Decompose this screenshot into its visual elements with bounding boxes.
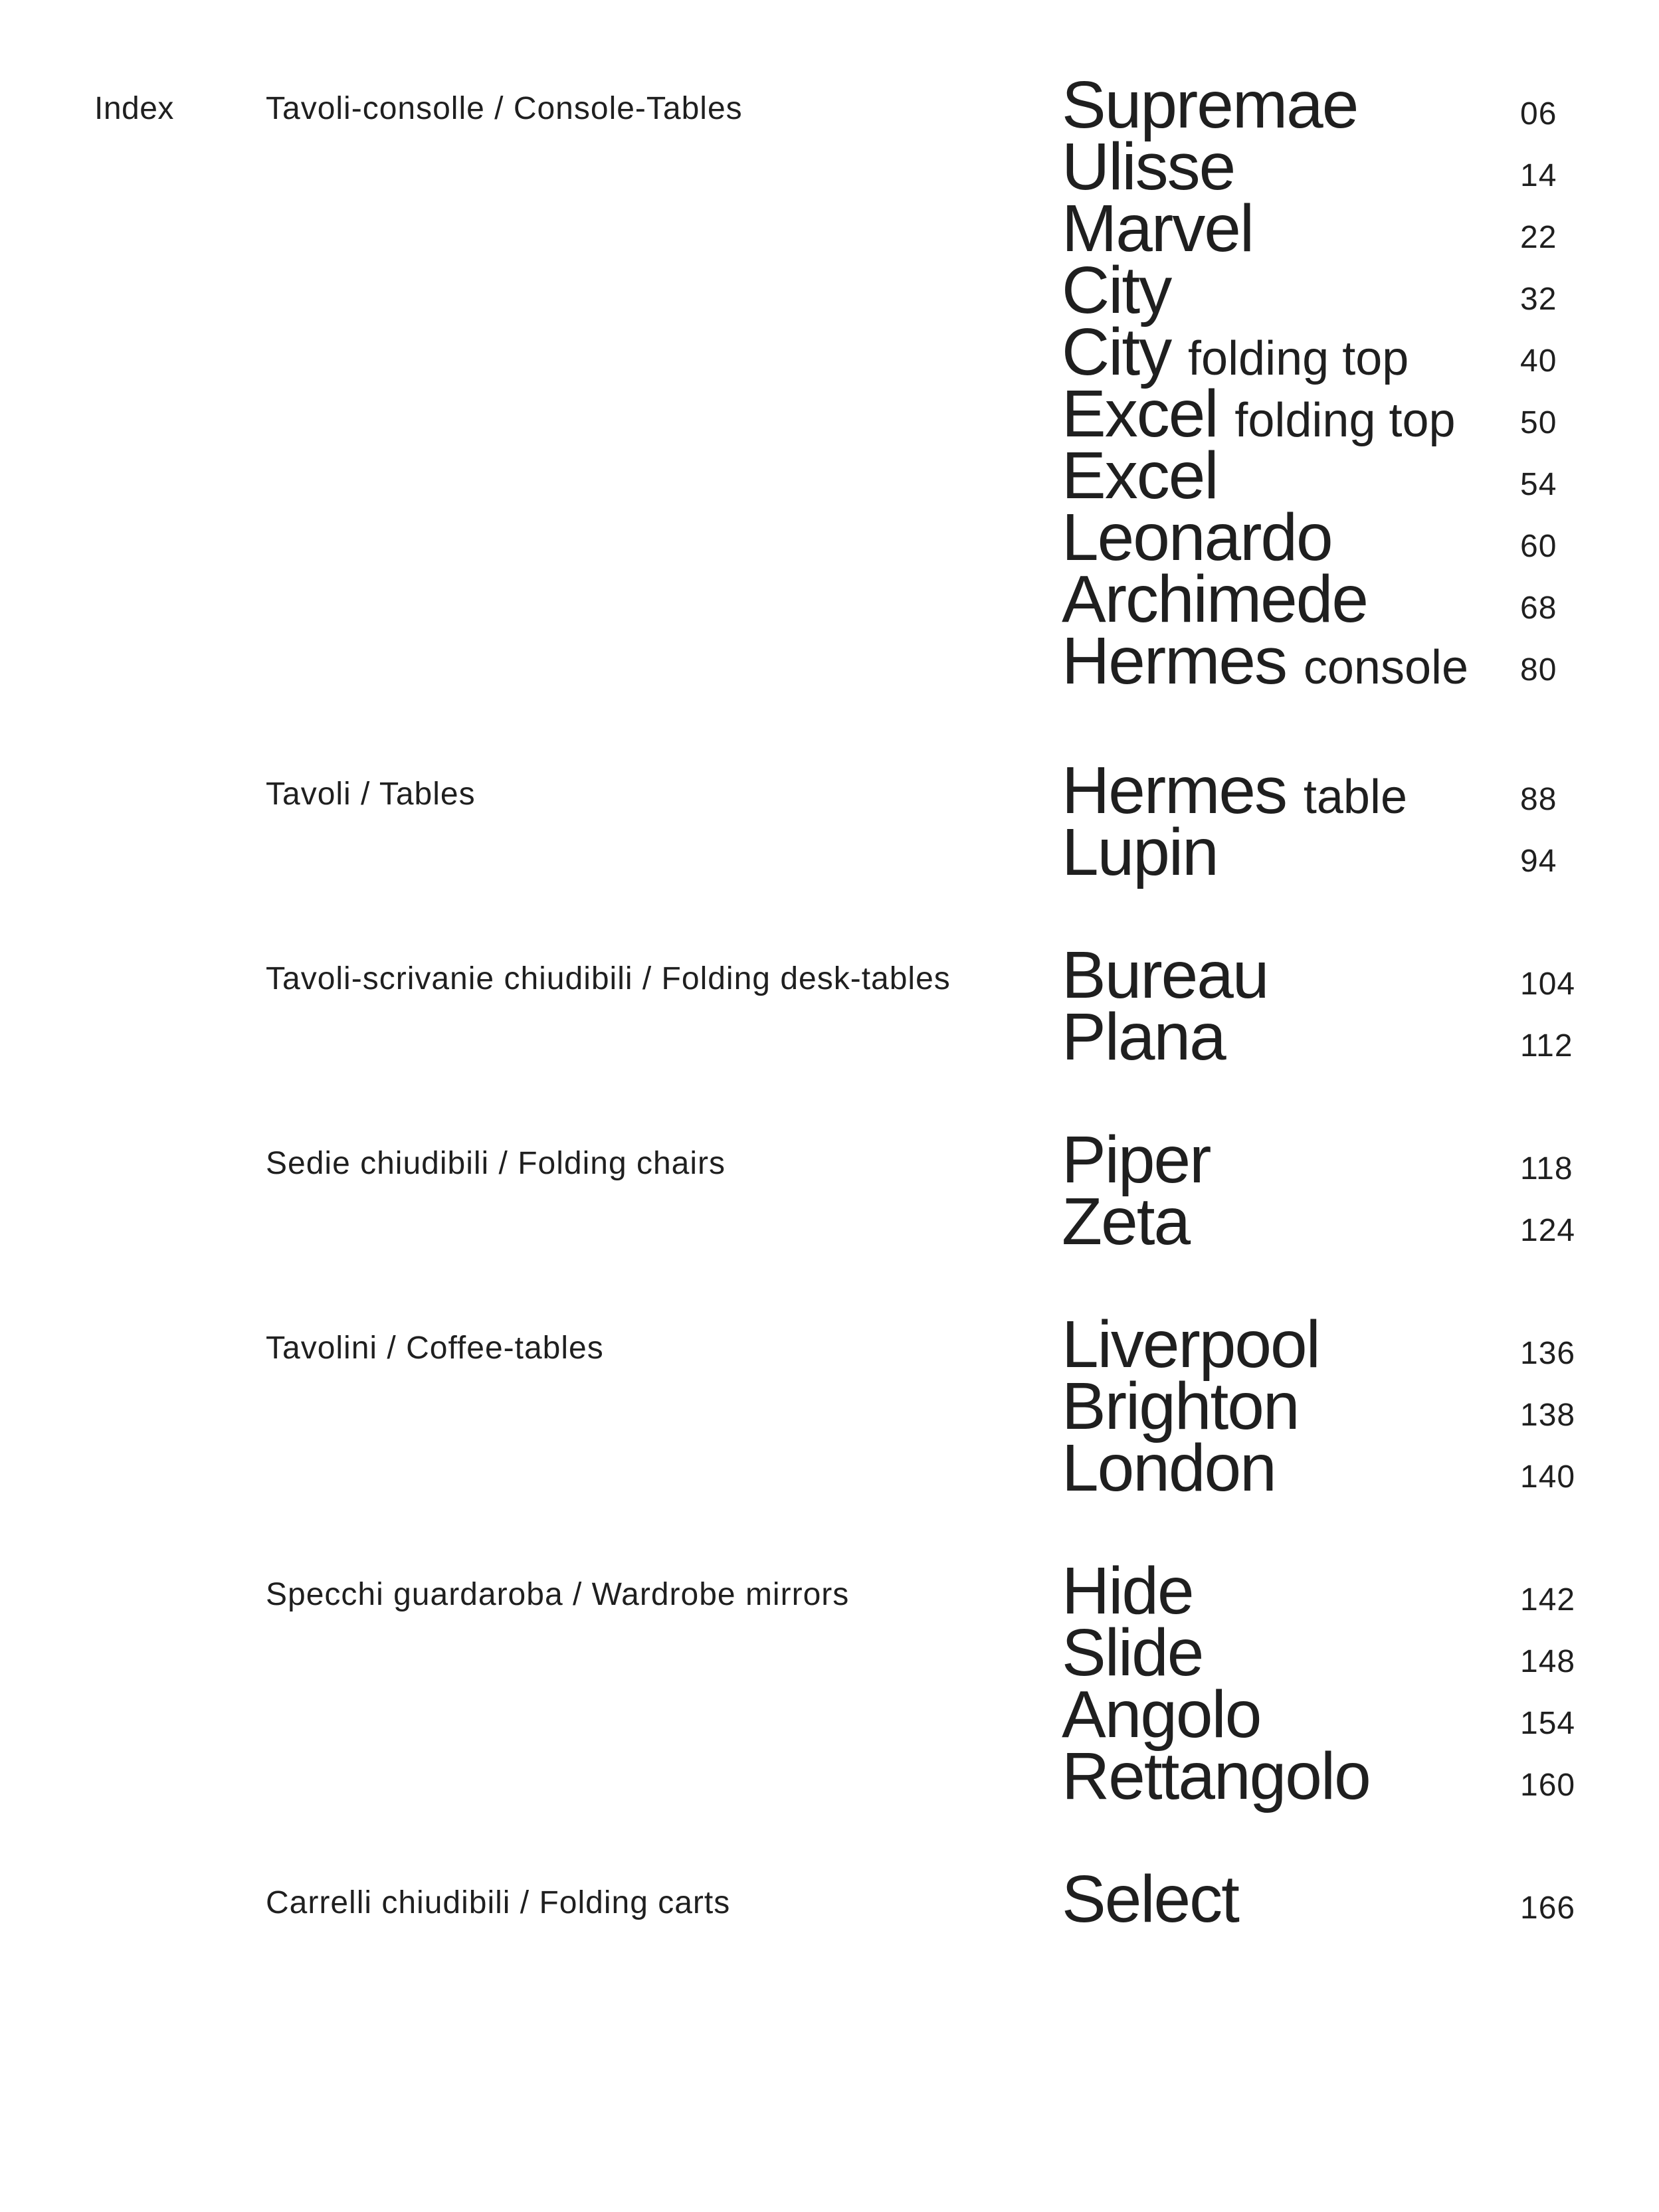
product-name: Rettangolo xyxy=(1062,1739,1370,1813)
product-name: Liverpool xyxy=(1062,1307,1319,1382)
product-name: Plana xyxy=(1062,1000,1225,1074)
product-name: Archimede xyxy=(1062,562,1367,636)
category-label: Tavoli-consolle / Console-Tables xyxy=(266,91,743,126)
page-number: 06 xyxy=(1520,96,1557,132)
page-number: 124 xyxy=(1520,1213,1576,1248)
index-entry[interactable] xyxy=(1062,438,1593,513)
index-entry[interactable] xyxy=(1062,1431,1593,1505)
page-number: 112 xyxy=(1520,1028,1573,1063)
index-entry[interactable] xyxy=(1062,500,1593,575)
index-entry[interactable] xyxy=(1062,1123,1593,1197)
product-name: Zeta xyxy=(1062,1184,1190,1259)
product-name: Lupin xyxy=(1062,815,1218,889)
category-label: Carrelli chiudibili / Folding carts xyxy=(266,1885,731,1920)
index-entry[interactable] xyxy=(1062,624,1593,698)
category-label: Tavoli / Tables xyxy=(266,777,476,812)
product-name: Bureau xyxy=(1062,938,1268,1012)
product-name: Hermes table xyxy=(1062,753,1407,828)
index-entry[interactable] xyxy=(1062,1184,1593,1259)
index-entry[interactable] xyxy=(1062,1615,1593,1690)
product-name: Hermes console xyxy=(1062,624,1469,698)
item-list xyxy=(1062,1554,1593,1813)
index-entry[interactable] xyxy=(1062,815,1593,889)
product-variant: table xyxy=(1303,771,1407,824)
index-entry[interactable] xyxy=(1062,68,1593,142)
product-variant: folding top xyxy=(1234,394,1456,447)
index-entry[interactable] xyxy=(1062,1739,1593,1813)
page-number: 160 xyxy=(1520,1768,1576,1803)
product-name: Excel folding top xyxy=(1062,377,1456,451)
page-number: 138 xyxy=(1520,1398,1576,1433)
page-number: 50 xyxy=(1520,405,1557,440)
product-name: London xyxy=(1062,1431,1276,1505)
index-entry[interactable] xyxy=(1062,1000,1593,1074)
index-entry[interactable] xyxy=(1062,1554,1593,1628)
item-list xyxy=(1062,753,1593,889)
product-variant: folding top xyxy=(1188,332,1409,385)
product-variant: console xyxy=(1303,641,1469,694)
page-number: 54 xyxy=(1520,467,1557,502)
page-number: 40 xyxy=(1520,343,1557,379)
index-entry[interactable] xyxy=(1062,253,1593,327)
product-name: Piper xyxy=(1062,1123,1211,1197)
product-name: Select xyxy=(1062,1862,1238,1936)
page-number: 136 xyxy=(1520,1336,1576,1371)
category-label: Tavolini / Coffee-tables xyxy=(266,1331,604,1366)
product-name: Leonardo xyxy=(1062,500,1332,575)
index-entry[interactable] xyxy=(1062,938,1593,1012)
product-name: Hide xyxy=(1062,1554,1193,1628)
product-name: City folding top xyxy=(1062,315,1409,389)
index-entry[interactable] xyxy=(1062,1677,1593,1752)
page-number: 94 xyxy=(1520,844,1557,879)
page-number: 22 xyxy=(1520,220,1557,255)
category-label: Specchi guardaroba / Wardrobe mirrors xyxy=(266,1577,850,1612)
index-entry[interactable] xyxy=(1062,130,1593,204)
index-entry[interactable] xyxy=(1062,1862,1593,1936)
item-list xyxy=(1062,68,1593,698)
page-number: 88 xyxy=(1520,782,1557,817)
index-entry[interactable] xyxy=(1062,315,1593,389)
page-number: 68 xyxy=(1520,591,1557,626)
page-number: 14 xyxy=(1520,158,1557,193)
page-number: 118 xyxy=(1520,1151,1573,1186)
index-entry[interactable] xyxy=(1062,753,1593,828)
page-number: 142 xyxy=(1520,1582,1576,1617)
item-list xyxy=(1062,1862,1593,1936)
item-list xyxy=(1062,1123,1593,1259)
item-list xyxy=(1062,1307,1593,1505)
page-number: 148 xyxy=(1520,1644,1576,1679)
page-number: 140 xyxy=(1520,1459,1576,1495)
page-number: 154 xyxy=(1520,1706,1576,1741)
index-entry[interactable] xyxy=(1062,191,1593,266)
product-name: Marvel xyxy=(1062,191,1254,266)
category-label: Sedie chiudibili / Folding chairs xyxy=(266,1146,726,1181)
index-entry[interactable] xyxy=(1062,1307,1593,1382)
page-number: 32 xyxy=(1520,282,1557,317)
index-heading: Index xyxy=(94,91,174,126)
product-name: Supremae xyxy=(1062,68,1358,142)
index-entry[interactable] xyxy=(1062,377,1593,451)
product-name: Ulisse xyxy=(1062,130,1235,204)
index-entry[interactable] xyxy=(1062,1369,1593,1443)
page-number: 166 xyxy=(1520,1890,1576,1926)
product-name: Brighton xyxy=(1062,1369,1299,1443)
product-name: Excel xyxy=(1062,438,1218,513)
index-entry[interactable] xyxy=(1062,562,1593,636)
page-number: 80 xyxy=(1520,652,1557,688)
product-name: City xyxy=(1062,253,1171,327)
page-number: 104 xyxy=(1520,967,1576,1002)
category-label: Tavoli-scrivanie chiudibili / Folding desk-tables xyxy=(266,961,951,996)
page-number: 60 xyxy=(1520,529,1557,564)
product-name: Slide xyxy=(1062,1615,1203,1690)
product-name: Angolo xyxy=(1062,1677,1261,1752)
item-list xyxy=(1062,938,1593,1074)
